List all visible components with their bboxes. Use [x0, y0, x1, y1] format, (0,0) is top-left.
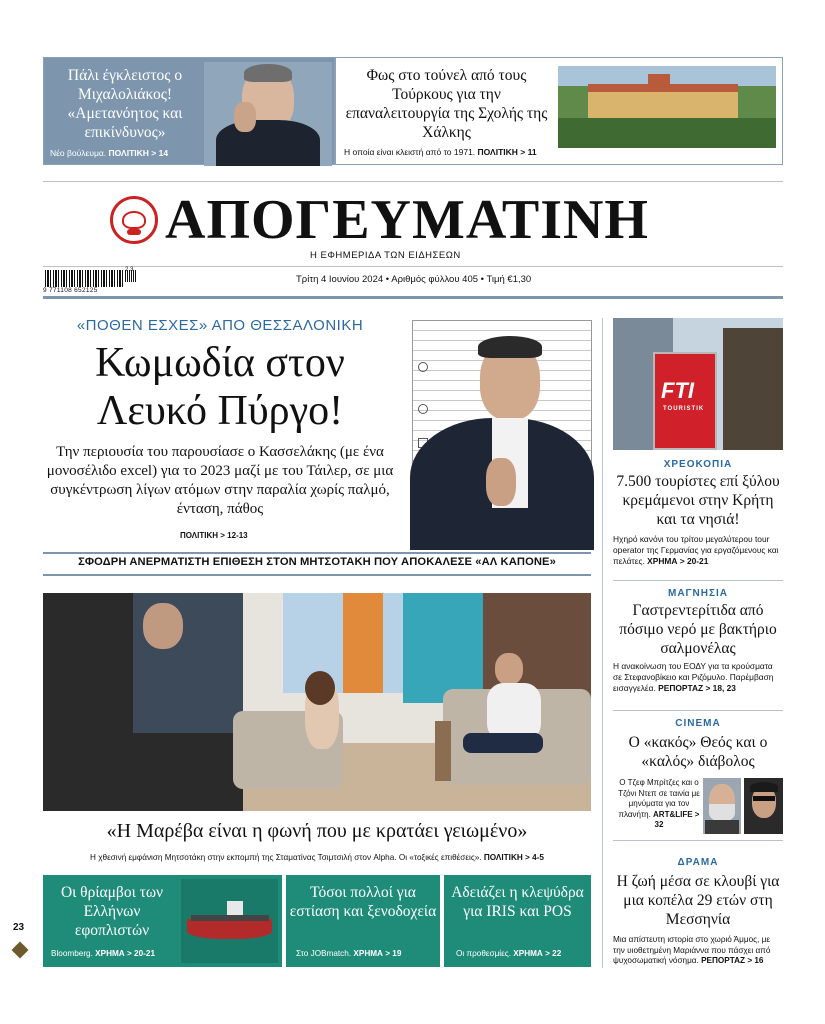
bankruptcy-kicker: ΧΡΕΟΚΟΠΙΑ — [663, 459, 733, 470]
strap: ΣΦΟΔΡΗ ΑΝΕΡΜΑΤΙΣΤΗ ΕΠΙΘΕΣΗ ΣΤΟΝ ΜΗΤΣΟΤΑΚΗ ΠΟΥ ΑΠΟΚΑΛΕΣΕ «ΑΛ ΚΑΠΟΝΕ» — [78, 556, 556, 568]
drama-body: Μια απίστευτη ιστορία στο χωριό Άμμος, με την υιοθετημένη Μαριάννα που πάσχει από ψυχοσωματική νόσημα. ΡΕΠΟΡΤΑΖ > 16 — [613, 935, 771, 965]
lead-headline-line1: Κωμωδία στον — [95, 340, 345, 386]
barcode: 2 3 9 771108 652125 — [43, 270, 139, 294]
masthead-top-rule — [43, 181, 783, 182]
bottom-box-jobs[interactable] — [286, 875, 440, 967]
drama-headline: Η ζωή μέσα σε κλουβί για μια κοπέλα 29 ετών στη Μεσσηνία — [616, 873, 780, 928]
halki-school-photo — [558, 66, 776, 148]
tv-interview-photo — [43, 593, 591, 811]
fti-building-photo: FTI TOURISTIK — [613, 318, 783, 450]
iris-headline: Αδειάζει η κλεψύδρα για IRIS και POS — [451, 884, 584, 920]
magnesia-kicker: ΜΑΓΝΗΣΙΑ — [667, 588, 728, 599]
lead-headline-line2: Λευκό Πύργο! — [96, 388, 344, 434]
column-divider — [602, 318, 603, 968]
page-number: 23 — [13, 922, 25, 933]
depp-photo — [744, 778, 783, 834]
shipping-caption: Bloomberg. ΧΡΗΜΑ > 20-21 — [51, 949, 155, 958]
interview-headline: «Η Μαρέβα είναι η φωνή που με κρατάει γειωμένο» — [106, 820, 528, 842]
sidebar-rule-1 — [613, 580, 783, 581]
michaloliakos-photo — [204, 62, 332, 166]
bottom-box-iris[interactable] — [444, 875, 591, 967]
teaser-left-caption: Νέο βούλευμα. ΠΟΛΙΤΙΚΗ > 14 — [50, 148, 169, 158]
bottom-box-shipping[interactable] — [43, 875, 282, 967]
tanker-ship-photo — [181, 879, 278, 963]
magnesia-body: Η ανακοίνωση του ΕΟΔΥ για τα κρούσματα σε Στεφανοβίκειο και Ριζόμυλο. Παρέμβαση εισαγγελέα. ΡΕΠΟΡΤΑΖ > 18, 23 — [613, 661, 774, 693]
jobs-caption: Στο JOBmatch. ΧΡΗΜΑ > 19 — [296, 949, 402, 958]
magnesia-headline: Γαστρεντερίτιδα από πόσιμο νερό με βακτήριο σαλμονέλας — [619, 602, 777, 657]
cinema-body: Ο Τζεφ Μπρίτζες και ο Τζόνι Ντεπ σε ταινία με μηνύματα για τον πλανήτη. ART&LIFE > 32 — [618, 778, 700, 829]
diamond-icon — [12, 942, 29, 959]
fti-sign: FTI — [661, 378, 694, 403]
teaser-left-headline: Πάλι έγκλειστος ο Μιχαλολιάκος! «Αμετανόητος και επικίνδυνος» — [67, 67, 183, 141]
masthead-dateline: Τρίτη 4 Ιουνίου 2024 • Αριθμός φύλλου 405 • Τιμή €1,30 — [296, 274, 532, 285]
shipping-headline: Οι θρίαμβοι των Ελλήνων εφοπλιστών — [60, 884, 164, 939]
interview-caption: Η χθεσινή εμφάνιση Μητσοτάκη στην εκπομπή της Σταματίνας Τσιμτσιλή στον Alpha. Οι «τοξικές επιθέσεις». ΠΟΛΙΤΙΚΗ > 4-5 — [90, 853, 544, 862]
strap-bottom-rule — [43, 574, 591, 576]
top-teaser-left[interactable] — [43, 57, 335, 165]
sidebar-rule-3 — [613, 840, 783, 841]
lead-body: Την περιουσία του παρουσίασε ο Κασσελάκης (με ένα μονοσέλιδο excel) για το 2023 μαζί με του Τάιλερ, σε μια συγκέντρωση λίγων ατόμων στην παραλία χωρίς παλμό, ένταση, πάθος — [46, 444, 394, 517]
drama-kicker: ΔΡΑΜΑ — [677, 857, 719, 868]
strap-top-rule — [43, 552, 591, 554]
bankruptcy-body: Ηχηρό κανόνι του τρίτου μεγαλύτερου tour operator της Γερμανίας για εργαζόμενους και πελάτες. ΧΡΗΜΑ > 20-21 — [613, 534, 779, 566]
bridges-photo — [703, 778, 741, 834]
bankruptcy-headline: 7.500 τουρίστες επί ξύλου κρεμάμενοι στην Κρήτη και τα νησιά! — [616, 473, 780, 528]
kasselakis-photo — [410, 318, 594, 550]
teaser-right-headline: Φως στο τούνελ από τους Τούρκους για την επαναλειτουργία της Σχολής της Χάλκης — [345, 67, 548, 141]
jobs-headline: Τόσοι πολλοί για εστίαση και ξενοδοχεία — [289, 884, 437, 920]
logo-emblem — [110, 196, 158, 244]
iris-caption: Οι προθεσμίες. ΧΡΗΜΑ > 22 — [456, 949, 562, 958]
masthead-mid-rule — [43, 266, 783, 267]
lead-kicker: «ΠΟΘΕΝ ΕΣΧΕΣ» ΑΠΟ ΘΕΣΣΑΛΟΝΙΚΗ — [76, 317, 364, 334]
masthead-title: ΑΠΟΓΕΥΜΑΤΙΝΗ — [165, 189, 649, 251]
masthead-bottom-rule — [43, 296, 783, 299]
lead-section: ΠΟΛΙΤΙΚΗ > 12-13 — [180, 531, 248, 540]
top-teaser-right[interactable] — [335, 57, 783, 165]
sidebar-rule-2 — [613, 710, 783, 711]
cinema-headline: Ο «κακός» Θεός και ο «καλός» διάβολος — [628, 734, 768, 770]
masthead-subtitle: Η ΕΦΗΜΕΡΙΔΑ ΤΩΝ ΕΙΔΗΣΕΩΝ — [310, 250, 461, 261]
cinema-kicker: CINEMA — [675, 718, 721, 729]
teaser-right-caption: Η οποία είναι κλειστή από το 1971. ΠΟΛΙΤΙΚΗ > 11 — [344, 147, 537, 157]
